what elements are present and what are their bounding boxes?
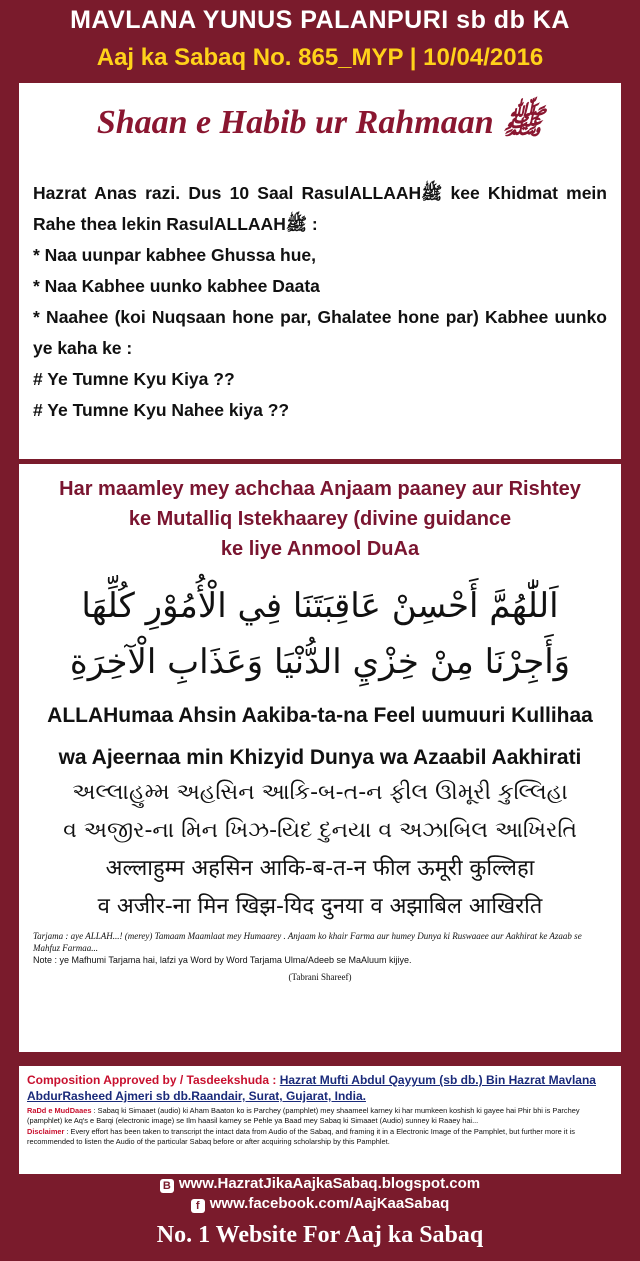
- hadith-line: * Naa uunpar kabhee Ghussa hue,: [33, 245, 316, 265]
- dua-transliteration-line: ALLAHumaa Ahsin Aakiba-ta-na Feel uumuuri Kullihaa: [47, 704, 593, 727]
- dua-panel: [19, 464, 621, 1052]
- dua-gujarati-line: વ અજીર-ના મિન ખિઝ-યિદ દુનયા વ અઝાબિલ આખિરતિ: [63, 818, 577, 843]
- dua-arabic: [33, 578, 607, 690]
- blog-link-row[interactable]: [0, 1174, 640, 1194]
- hadith-title: Shaan e Habib ur Rahmaan ﷺ: [96, 104, 544, 141]
- dua-hindi-line: अल्लाहुम्म अहसिन आकि-ब-त-न फील ऊमूरी कुल्लिहा: [105, 856, 535, 881]
- header-title: MAVLANA YUNUS PALANPURI sb db KA: [70, 6, 570, 34]
- links: [0, 1174, 640, 1214]
- dua-translation: Tarjama : aye ALLAH...! (merey) Tamaam Maamlaat mey Humaarey . Anjaam ko khair Farma aur humey Dunya ki Ruswaaee aur Aakhirat ke Azaab se Mahfuz Farmaa...: [33, 931, 582, 953]
- composition-approval: [27, 1072, 613, 1104]
- header-subtitle: Aaj ka Sabaq No. 865_MYP | 10/04/2016: [96, 44, 544, 71]
- disclaimer-label: Disclaimer: [27, 1127, 65, 1136]
- facebook-link-row[interactable]: [0, 1194, 640, 1214]
- composition-value: Hazrat Mufti Abdul Qayyum (sb db.) Bin Hazrat Mavlana AbdurRasheed Ajmeri sb db.Raandair, Surat, Gujarat, India.: [27, 1073, 596, 1103]
- composition-label: Composition Approved by / Tasdeekshuda :: [27, 1073, 277, 1087]
- dua-title-line: Har maamley mey achchaa Anjaam paaney aur Rishtey: [59, 478, 581, 500]
- blogger-icon: B: [160, 1179, 174, 1193]
- disclaimer: [27, 1127, 613, 1146]
- dua-hindi-line: व अजीर-ना मिन खिझ-यिद दुनया व अझाबिल आखिरति: [97, 894, 543, 919]
- radd-text: : Sabaq ki Simaaet (audio) ki Aham Baaton ko is Parchey (pamphlet) mey shaameel karney ki har mumkeen koshish ki gayee hai Phir bhi is Parchey (pamphlet) ke Aq's e Barqi (electronic image) se Ilm haasil karney se Pehle ya Baad mey Sabaq ki Simaaet (Audio) sunney ki Raaey hai...: [27, 1106, 580, 1125]
- dua-gujarati-line: અલ્લાહુમ્મ અહસિન આકિ-બ-ત-ન ફીલ ઊમૂરી કુલ્લિહા: [72, 780, 568, 805]
- hadith-line: # Ye Tumne Kyu Nahee kiya ??: [33, 400, 290, 420]
- dua-arabic-line: وَأَجِرْنَا مِنْ خِزْيِ الدُّنْيَا وَعَذَابِ الْآخِرَةِ: [69, 642, 571, 682]
- hadith-source: (Tabrani Shareef): [288, 972, 352, 982]
- dua-arabic-line: اَللّٰهُمَّ أَحْسِنْ عَاقِبَتَنَا فِي الْأُمُوْرِ كُلِّهَا: [81, 586, 559, 626]
- approval-panel: [19, 1066, 621, 1174]
- hadith-panel: [19, 83, 621, 459]
- hadith-line: * Naa Kabhee uunko kabhee Daata: [33, 276, 320, 296]
- hadith-line: Hazrat Anas razi. Dus 10 Saal RasulALLAAHﷺ kee Khidmat mein Rahe thea lekin RasulALLAAHﷺ :: [33, 183, 607, 234]
- radd-note: [27, 1106, 613, 1125]
- hadith-line: # Ye Tumne Kyu Kiya ??: [33, 369, 235, 389]
- dua-transliteration-line: wa Ajeernaa min Khizyid Dunya wa Azaabil Aakhirati: [58, 746, 582, 769]
- blog-link[interactable]: www.HazratJikaAajkaSabaq.blogspot.com: [178, 1175, 481, 1192]
- footer-slogan: No. 1 Website For Aaj ka Sabaq: [156, 1222, 484, 1248]
- hadith-line: * Naahee (koi Nuqsaan hone par, Ghalatee hone par) Kabhee uunko ye kaha ke :: [33, 307, 607, 358]
- radd-label: RaDd e MudDaaes: [27, 1106, 92, 1115]
- dua-title-line: ke liye Anmool DuAa: [220, 538, 420, 560]
- facebook-icon: f: [191, 1199, 205, 1213]
- facebook-link[interactable]: www.facebook.com/AajKaaSabaq: [209, 1195, 450, 1212]
- dua-title-line: ke Mutalliq Istekhaarey (divine guidance: [128, 508, 512, 530]
- translation-note: Note : ye Mafhumi Tarjama hai, lafzi ya Word by Word Tarjama Ulma/Adeeb se MaAluum kijiye.: [33, 955, 412, 965]
- disclaimer-text: : Every effort has been taken to transcript the intact data from Audio of the Sabaq, and framing it in a Electronic Image of the Pamphlet, but further more it is recommended to listen the Audio of the particular Sabaq before or after acquiring scholarship by this Pamphlet.: [27, 1127, 575, 1146]
